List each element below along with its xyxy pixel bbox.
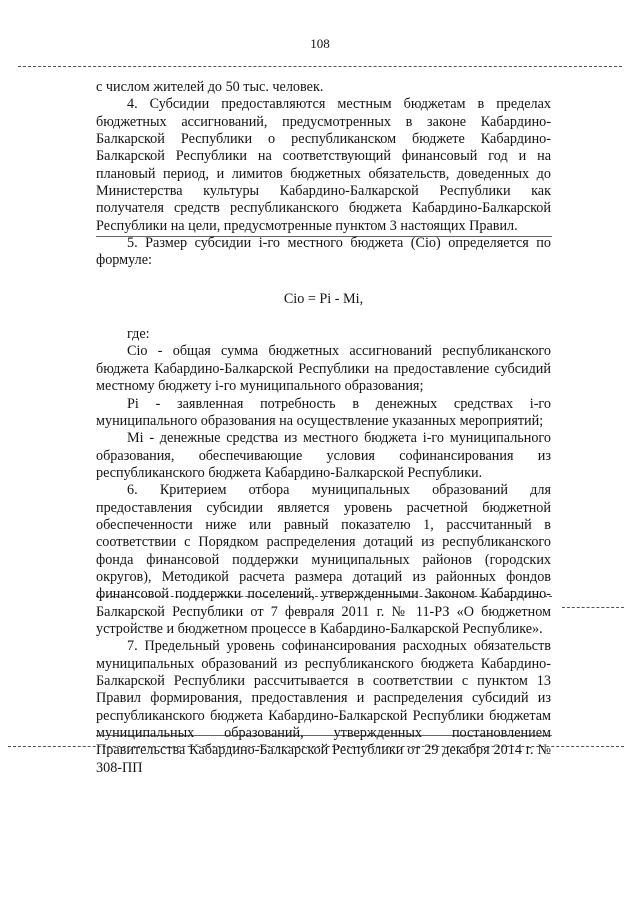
paragraph-7: 7. Предельный уровень софинансирования расходных обязательств муниципальных образований из республиканского бюджета Кабардино-Балкарской Республики рассчитывается в соответствии с пунктом 13 Правил формирования, предоставления и распределения субсидий из республиканского бюджета Кабардино-Балкарской Республики бюджетам муниципальных образований, утвержденных постановлением Правительства Кабардино-Балкарской Республики от 29 декабря 2014 г. № 308-ПП <box>96 638 551 776</box>
definition-pi: Pi - заявленная потребность в денежных средствах i-го муниципального образования на осуществление указанных мероприятий; <box>96 395 551 429</box>
paragraph-6: 6. Критерием отбора муниципальных образований для предоставления субсидии является уровень расчетной бюджетной обеспеченности ниже или равный показателю 1, рассчитанный в соответствии с Порядком распределения дотаций из республиканского фонда финансовой поддержки муниципальных районов (городских округов), Методикой расчета размера дотаций из районных фондов финансовой поддержки поселений, утвержденными Законом Кабардино-Балкарской Республики от 7 февраля 2011 г. № 11-РЗ «О бюджетном устройстве и бюджетном процессе в Кабардино-Балкарской Республике». <box>96 482 551 637</box>
document-body <box>96 79 551 777</box>
where-label: где: <box>127 326 150 343</box>
paragraph-5: 5. Размер субсидии i-го местного бюджета (Сio) определяется по формуле: <box>96 235 551 269</box>
page-number: 108 <box>310 36 330 51</box>
paragraph-4: 4. Субсидии предоставляются местным бюджетам в пределах бюджетных ассигнований, предусмотренных в законе Кабардино-Балкарской Республики о республиканском бюджете Кабардино-Балкарской Республики на соответствующий финансовый год и на плановый период, и лимитов бюджетных обязательств, доведенных до Министерства культуры Кабардино-Балкарской Республики как получателя средств республиканского бюджета Кабардино-Балкарской Республики на цели, предусмотренные пунктом 3 настоящих Правил. <box>96 96 551 234</box>
scan-line-top <box>18 66 622 67</box>
definition-mi: Mi - денежные средства из местного бюджета i-го муниципального образования, обеспечивающие условия софинансирования из республиканского бюджета Кабардино-Балкарской Республики. <box>96 430 551 481</box>
definition-cio: Сio - общая сумма бюджетных ассигнований республиканского бюджета Кабардино-Балкарской Республики на предоставление субсидий местному бюджету i-го муниципального образования; <box>96 343 551 395</box>
scan-line-p6-b <box>562 607 624 608</box>
paragraph-continuation: с числом жителей до 50 тыс. человек. <box>96 79 324 95</box>
formula: Сio = Pi - Mi, <box>283 290 364 307</box>
